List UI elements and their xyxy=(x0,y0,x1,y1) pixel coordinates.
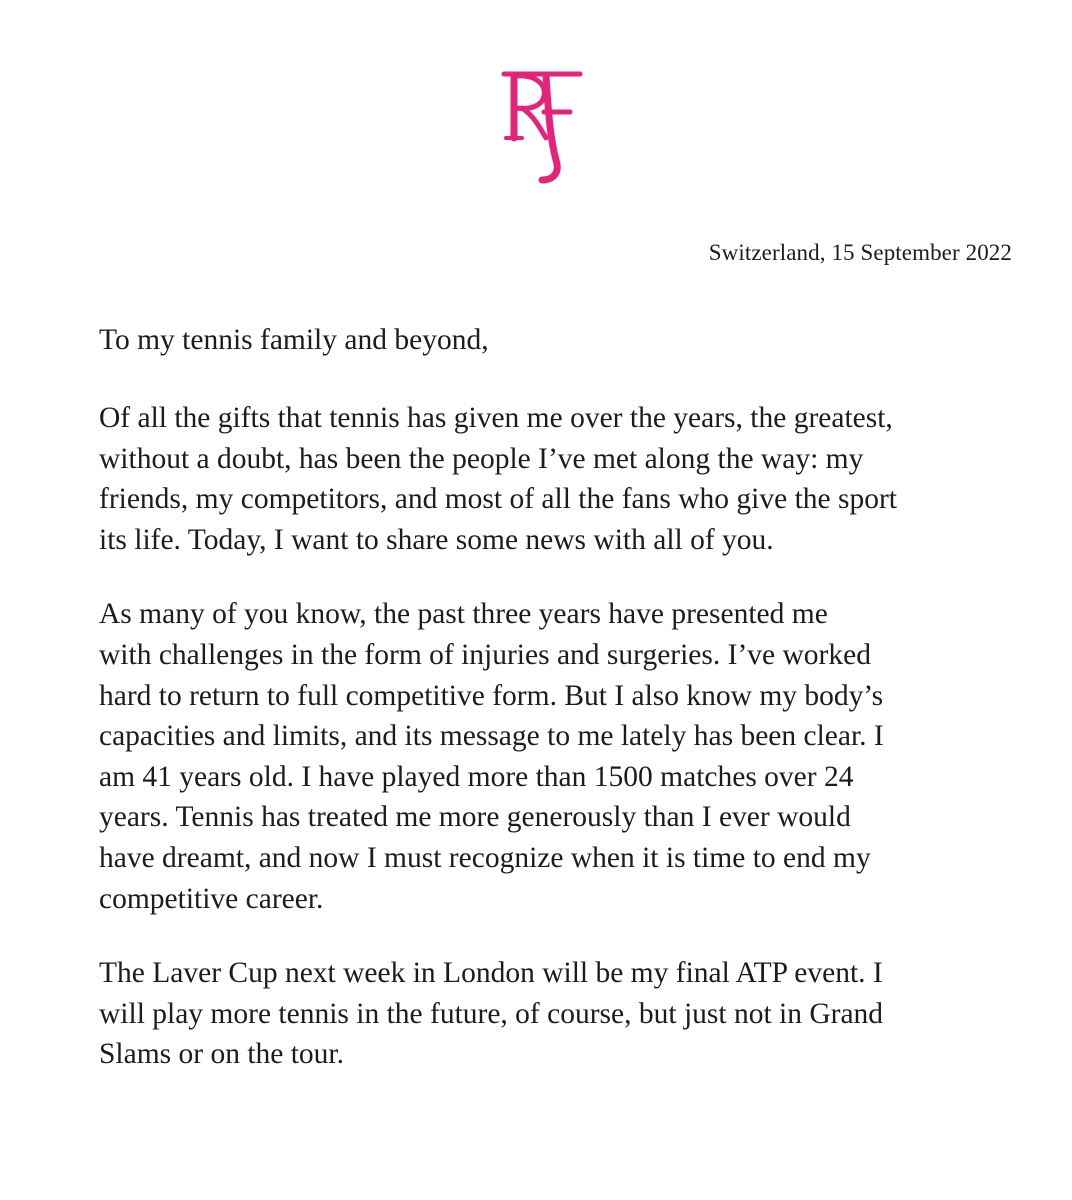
text-line: years. Tennis has treated me more generously than I ever would xyxy=(99,801,851,834)
text-line: capacities and limits, and its message to me lately has been clear. I xyxy=(99,720,884,753)
text-line: As many of you know, the past three years have presented me xyxy=(99,598,828,631)
rf-monogram-logo xyxy=(500,68,584,184)
salutation: To my tennis family and beyond, xyxy=(99,324,489,356)
paragraph-laver-cup xyxy=(99,953,1024,1075)
text-line: have dreamt, and now I must recognize when it is time to end my xyxy=(99,841,871,874)
text-line: competitive career. xyxy=(99,882,324,915)
text-line: its life. Today, I want to share some news with all of you. xyxy=(99,523,774,556)
text-line: hard to return to full competitive form. But I also know my body’s xyxy=(99,679,884,712)
text-line: without a doubt, has been the people I’ve met along the way: my xyxy=(99,442,864,475)
paragraph-injuries xyxy=(99,594,1024,919)
paragraph-gifts xyxy=(99,398,1024,560)
text-line: will play more tennis in the future, of course, but just not in Grand xyxy=(99,997,884,1030)
text-line: Of all the gifts that tennis has given me over the years, the greatest, xyxy=(99,402,893,434)
text-line: The Laver Cup next week in London will be my final ATP event. I xyxy=(99,957,883,990)
text-line: am 41 years old. I have played more than 1500 matches over 24 xyxy=(99,760,854,793)
date-line: Switzerland, 15 September 2022 xyxy=(708,240,1012,265)
text-line: Slams or on the tour. xyxy=(99,1038,345,1071)
text-line: friends, my competitors, and most of all the fans who give the sport xyxy=(99,483,897,516)
text-line: with challenges in the form of injuries and surgeries. I’ve worked xyxy=(99,638,871,671)
letter-body xyxy=(99,320,1024,1109)
